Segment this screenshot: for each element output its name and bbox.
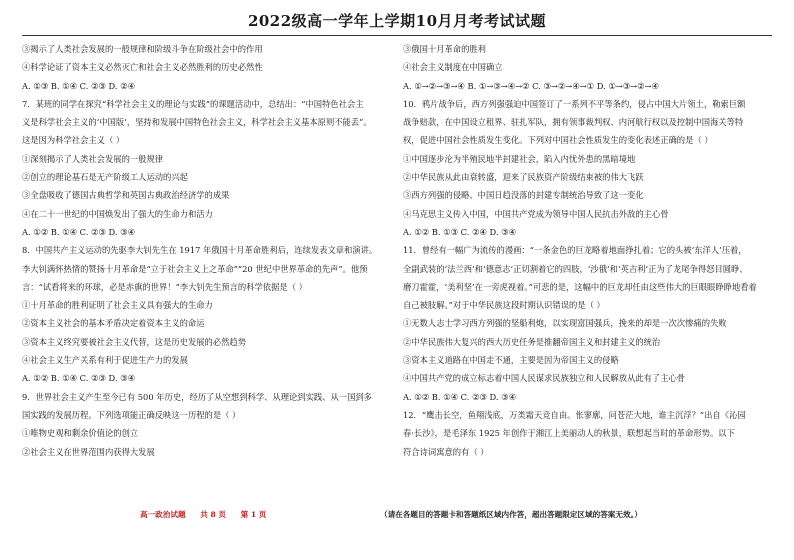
footer-current-page: 第 1 页 [240,510,267,519]
left-text-line: ③揭示了人类社会发展的一般规律和阶级斗争在阶级社会中的作用 [22,44,263,54]
right-text-line: 自己被肢解。”对于中华民族这段时期认识错误的是（ ） [403,300,605,311]
left-text-line: ④社会主义生产关系有利于促进生产力的发展 [22,355,188,366]
left-text-line: ②社会主义在世界范围内获得大发展 [22,446,155,457]
right-column [403,40,775,461]
left-text-line: ④科学论证了资本主义必然灭亡和社会主义必然胜利的历史必然性 [22,62,263,73]
left-text-line: 9．世界社会主义产生至今已有 500 年历史，经历了从空想到科学、从理论到实践、从一国到多 [22,391,372,402]
left-text-line: A. ①② B. ①④ C. ②③ D. ③④ [22,373,136,384]
right-text-line: ①无数人志士学习西方列强的坚船利炮，以实现富国强兵，挽来的却是一次次惨痛的失败 [403,318,727,329]
footer-total-pages: 共 8 页 [200,510,226,519]
right-text-line: 10．鸦片战争后，西方列强强迫中国签订了一系列不平等条约，侵占中国大片领土，勒索巨额 [403,98,746,109]
right-text-line: ①中国逐步沦为半殖民地半封建社会，陷入内忧外患的黑暗境地 [403,153,636,164]
left-text-line: ①十月革命的胜利证明了社会主义具有强大的生命力 [22,300,213,311]
right-text-line: 权，促进中国社会性质发生变化。下列对中国社会性质发生的变化表述正确的是（ ） [403,135,713,146]
right-text-line: ④中国共产党的成立标志着中国人民谋求民族独立和人民解放从此有了主心骨 [403,373,686,384]
right-text-line: ②中华民族伟大复兴的西大历史任务是推翻帝国主义和封建主义的统治 [403,336,661,347]
left-text-line: ③资本主义终究要被社会主义代替，这是历史发展的必然趋势 [22,336,247,347]
right-text-line: ③资本主义道路在中国走不通，主要是因为帝国主义的侵略 [403,355,619,366]
left-text-line: 国实践的发展历程。下列选项能正确反映这一历程的是（ ） [22,409,241,420]
right-text-line: 12．“鹰击长空，鱼翔浅底，万类霜天竞自由。怅寥廓，问苍茫大地，谁主沉浮？”出自《沁园 [403,409,746,420]
left-text-line: ①唯物史观和剩余价值论的创立 [22,428,139,439]
left-text-line: A. ①③ B. ①④ C. ②③ D. ②④ [22,80,136,91]
left-text-line: 这是因为科学社会主义（ ） [22,135,125,146]
left-text-line: 李大钊满怀热情的赞扬十月革命是“立于社会主义上之革命”“20 世纪中世界革命的先声”。他预 [22,263,368,274]
right-text-line: 战争赔款，在中国设立租界、驻扎军队，拥有领事裁判权、内河航行权以及控制中国海关等特 [403,117,744,128]
left-text-line: ④在二十一世纪的中国焕发出了强大的生命力和活力 [22,208,213,219]
left-text-line: ①深刻揭示了人类社会发展的一般规律 [22,153,164,164]
right-text-line: ②中华民族从此由衰转盛，迎来了民族资产阶级结束被的伟大飞跃 [403,172,644,183]
left-text-line: 义是科学社会主义的‘中国版’，坚持和发展中国特色社会主义，科学社会主义基本原则不能丢”。 [22,117,372,128]
right-text-line: 11．曾经有一幅广为流传的漫画：“一条金色的巨龙略着地面挣扎着；它的头被‘东洋人’压着， [403,245,747,256]
left-text-line: 8．中国共产主义运动的先驱李大钊先生在 1917 年俄国十月革命胜利后，连续发表文章和演讲。 [22,245,378,256]
right-text-line: A. ①② B. ①③ C. ②④ D. ③④ [403,226,517,237]
right-text-line: ④马克思主义传入中国，中国共产党成为领导中国人民抗击外敌的主心骨 [403,208,669,219]
footer-subject: 高一政治试题 [140,510,186,519]
left-text-line: ②资本主义社会的基本矛盾决定着资本主义的命运 [22,318,205,329]
footer-notice: （请在各题目的答题卡和答题纸区域内作答，超出答题限定区域的答案无效。） [380,510,642,519]
left-text-line: ②创立的理论基石是无产阶级工人运动的兴起 [22,172,188,183]
page-footer-info [140,509,266,523]
left-text-line: ③全盘吸收了德国古典哲学和英国古典政治经济学的成果 [22,190,230,201]
left-column [22,40,394,461]
right-text-line: A. ①② B. ①④ C. ②③ D. ③④ [403,391,517,402]
right-text-line: ③俄国十月革命的胜利 [403,44,486,54]
right-text-line: ③西方列强的侵略、中国日趋没落的封建专制统治导致了这一变化 [403,190,644,201]
right-text-line: ④社会主义制度在中国确立 [403,62,503,73]
left-text-line: 言：“试看将来的环球，必是赤旗的世界！”李大钊先生预言的科学依据是（ ） [22,281,307,292]
title-rule [22,35,772,36]
right-text-line: 全副武装的‘法兰西’和‘德意志’正切割着它的四肢，‘沙俄’和‘英吉利’正为了龙尾争得怒目圆睁、 [403,263,748,274]
right-text-line: 符合诗词寓意的有（ ） [403,446,489,457]
page-title: 2022级高一学年上学期10月月考考试试题 [247,12,547,30]
left-text-line: 7．某班的同学在探究“科学社会主义的理论与实践”的课题活动中，总结出：“中国特色社会主 [22,98,364,109]
left-text-line: A. ①② B. ①④ C. ②③ D. ③④ [22,226,136,237]
right-text-line: 磨刀霍霍，‘美利坚’在一旁虎视着。”可悲的是，这幅中的巨龙却任由这些伟大的巨眼眼睁睁地看着 [403,281,757,292]
right-text-line: A. ①→②→③→④ B. ①→③→④→② C. ③→②→④→① D. ①→③→②→④ [403,80,659,91]
right-text-line: 春·长沙》，是毛泽东 1925 年创作于湘江上美丽动人的秋景，联想起当时的革命形势。以下 [403,428,735,439]
